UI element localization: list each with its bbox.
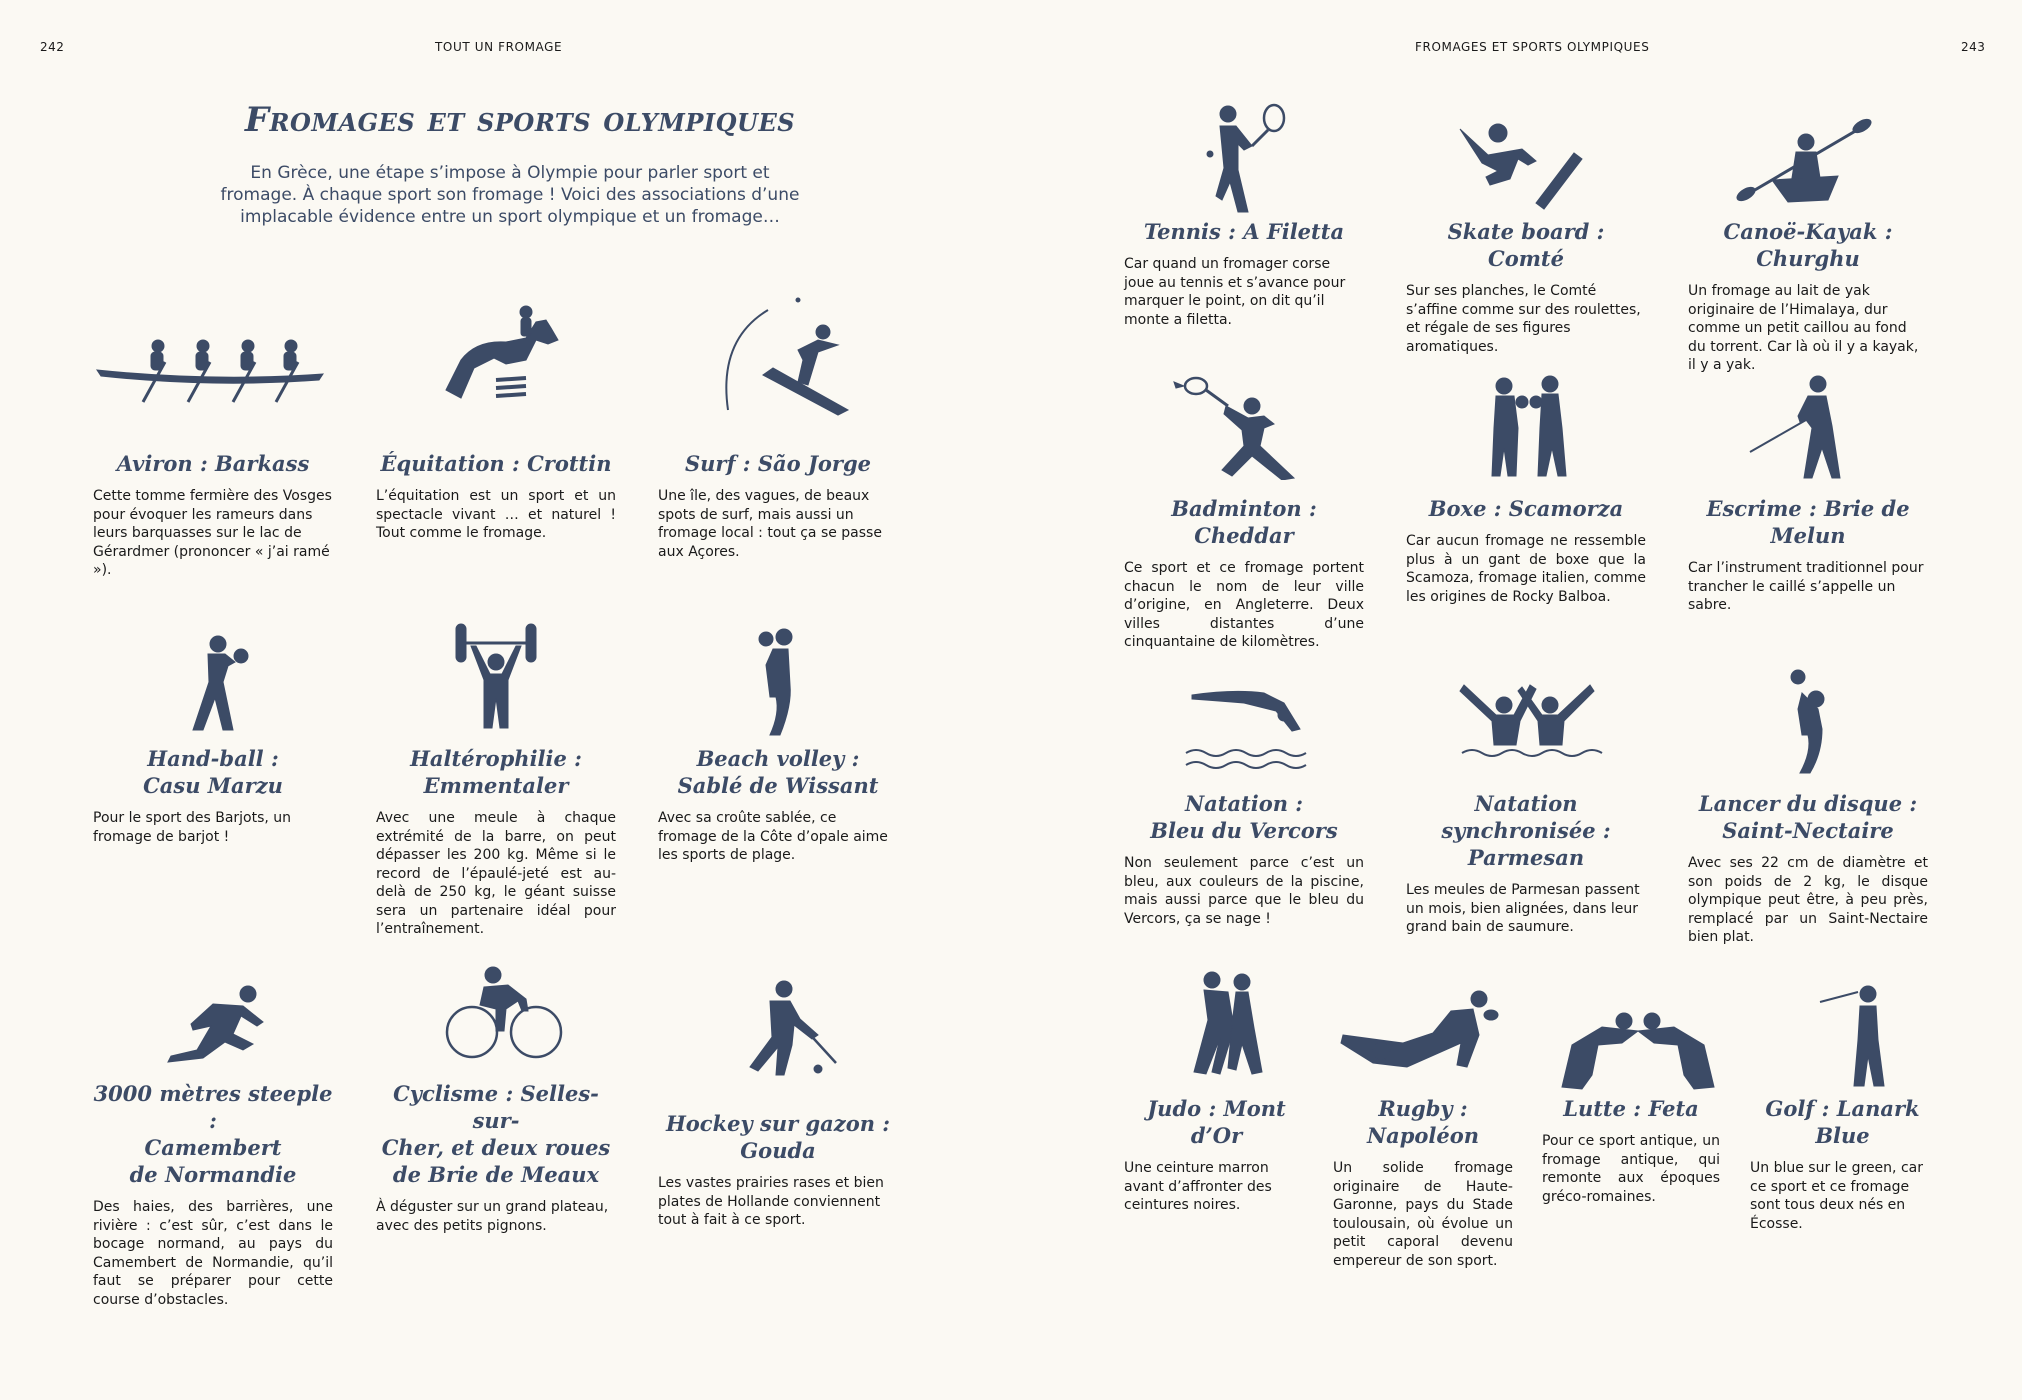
page-number-right: 243 [1961,40,1986,54]
running-head-left: TOUT UN FROMAGE [435,40,563,54]
sport-card-swimming-text [1124,790,1364,928]
sport-card-golf-text [1750,1095,1935,1233]
sport-card-fencing-text [1688,495,1928,615]
boxing-icon [1406,372,1646,482]
sport-card-rugby [1333,985,1533,1085]
sport-heading: Canoë-Kayak : Churghu [1723,219,1893,271]
sport-text: Les meules de Parmesan passent un mois, bien alignées, dans leur grand bain de saumure. [1406,882,1640,935]
running-head-right: FROMAGES ET SPORTS OLYMPIQUES [1415,40,1650,54]
sport-card-weightlifting-text [376,745,616,939]
sport-card-handball [93,630,333,740]
sport-heading: Natation : Bleu du Vercors [1150,791,1338,843]
sport-card-weightlifting [376,618,616,738]
sport-text: Avec sa croûte sablée, ce fromage de la Côte d’opale aime les sports de plage. [658,810,888,863]
rugby-icon [1333,985,1533,1085]
sport-text: Les vastes prairies rases et bien plates de Hollande conviennent tout à fait à ce sport. [658,1175,884,1228]
sport-card-swimming [1124,675,1364,775]
sport-text: Pour le sport des Barjots, un fromage de barjot ! [93,810,292,845]
cycling-icon [376,965,616,1075]
fencing-icon [1688,372,1928,482]
sport-card-skateboard [1406,115,1646,215]
sport-card-badminton-text [1124,495,1364,652]
sport-heading: Aviron : Barkass [116,451,310,476]
hockey-icon [658,975,898,1085]
sport-card-skateboard-text [1406,218,1646,356]
sport-card-surf [658,290,898,420]
sport-card-equestrian-text [376,450,616,543]
sport-card-running-text [93,1080,333,1309]
sport-card-beach-volley-text [658,745,898,865]
sport-heading: Hand-ball : Casu Marzu [143,746,283,798]
wrestling-icon [1542,1005,1742,1095]
sport-card-tennis [1124,100,1364,220]
sport-heading: Beach volley : Sablé de Wissant [677,746,879,798]
sport-heading: Golf : Lanark Blue [1765,1096,1920,1148]
sport-card-boxing-text [1406,495,1646,606]
sport-text: Cette tomme fermière des Vosges pour évoquer les rameurs dans leurs barquasses sur le lac de Gérardmer (prononcer « j’ai ramé »). [93,488,332,578]
sport-card-fencing [1688,372,1928,482]
sport-text: Non seulement parce c’est un bleu, aux couleurs de la piscine, mais aussi parce que le bleu du Vercors, ça se nage ! [1124,855,1364,927]
sport-text: Une île, des vagues, de beaux spots de surf, mais aussi un fromage local : tout ça se passe aux Açores. [658,488,882,560]
sport-text: Car aucun fromage ne ressemble plus à un gant de boxe que la Scamoza, fromage italien, comme les origines de Rocky Balboa. [1406,533,1646,605]
sport-text: Une ceinture marron avant d’affronter des ceintures noires. [1124,1160,1272,1213]
swimming-icon [1124,675,1364,775]
golf-icon [1750,980,1950,1090]
weightlifting-icon [376,618,616,738]
sport-heading: Rugby : Napoléon [1366,1096,1480,1148]
sport-card-synchro-swimming [1406,675,1646,775]
page-number-left: 242 [40,40,65,54]
sport-text: Pour ce sport antique, un fromage antique, qui remonte aux époques gréco-romaines. [1542,1133,1720,1205]
sport-card-judo [1124,968,1324,1078]
handball-icon [93,630,333,740]
sport-card-judo-text [1124,1095,1309,1215]
sport-heading: Lancer du disque : Saint-Nectaire [1698,791,1918,843]
sport-heading: Judo : Mont d’Or [1147,1096,1286,1148]
sport-text: Un blue sur le green, car ce sport et ce fromage sont tous deux nés en Écosse. [1750,1160,1923,1232]
sport-heading: Lutte : Feta [1563,1096,1699,1121]
sport-text: Des haies, des barrières, une rivière : c’est sûr, c’est dans le bocage normand, au pays du Camembert de Normandie, qu’il faut se préparer pour cette course d’obstacles. [93,1199,333,1308]
kayak-icon [1688,110,1928,210]
sport-card-wrestling-text [1542,1095,1720,1206]
sport-card-running [93,980,333,1070]
sport-card-rowing-text [93,450,333,580]
judo-icon [1124,968,1324,1078]
sport-text: À déguster sur un grand plateau, avec des petits pignons. [376,1199,609,1234]
badminton-icon [1124,370,1364,480]
discus-icon [1688,665,1928,780]
sport-card-cycling [376,965,616,1075]
sport-text: Un fromage au lait de yak originaire de l’Himalaya, dur comme un petit caillou au fond du torrent. Car là où il y a kayak, il y a yak. [1688,283,1919,373]
sport-text: Ce sport et ce fromage portent chacun le nom de leur ville d’origine, en Angleterre. Deux villes distantes d’une cinquantaine de kilomètres. [1124,560,1364,650]
sport-text: Avec une meule à chaque extrémité de la barre, on peut dépasser les 200 kg. Même si le record de l’épaulé-jeté est au-delà de 250 kg, le géant suisse sera un partenaire idéal pour l’entraînement. [376,810,616,937]
sport-card-tennis-text [1124,218,1364,329]
running-icon [93,980,333,1070]
synchro-swimming-icon [1406,675,1646,775]
sport-card-wrestling [1542,1005,1742,1095]
sport-card-hockey-text [658,1110,898,1230]
equestrian-icon [376,300,616,410]
sport-card-boxing [1406,372,1646,482]
tennis-icon [1124,100,1364,220]
rowing-icon [93,330,333,420]
sport-heading: Hockey sur gazon : Gouda [665,1111,891,1163]
sport-card-golf [1750,980,1950,1090]
sport-heading: Tennis : A Filetta [1143,219,1345,244]
sport-card-hockey [658,975,898,1085]
sport-text: Avec ses 22 cm de diamètre et son poids de 2 kg, le disque olympique peut être, à peu près, remplacé par un Saint-Nectaire bien plat. [1688,855,1928,945]
sport-card-synchro-swimming-text [1406,790,1646,937]
sport-card-kayak [1688,110,1928,210]
sport-card-rugby-text [1333,1095,1513,1270]
sport-heading: Cyclisme : Selles-sur- Cher, et deux roues de Brie de Meaux [381,1081,611,1187]
sport-card-equestrian [376,300,616,410]
skateboard-icon [1406,115,1646,215]
sport-text: Car l’instrument traditionnel pour trancher le caillé s’appelle un sabre. [1688,560,1924,613]
sport-card-beach-volley [658,625,898,740]
sport-card-surf-text [658,450,898,561]
beach-volley-icon [658,625,898,740]
sport-heading: Équitation : Crottin [380,451,612,476]
sport-card-discus [1688,665,1928,780]
sport-heading: Surf : São Jorge [684,451,872,476]
sport-heading: Skate board : Comté [1447,219,1605,271]
sport-heading: 3000 mètres steeple : Camembert de Normandie [93,1081,333,1187]
intro-text: En Grèce, une étape s’impose à Olympie pour parler sport et fromage. À chaque sport son fromage ! Voici des associations d’une implacable évidence entre un sport olympique et un fromage… [220,163,800,227]
sport-heading: Haltérophilie : Emmentaler [410,746,582,798]
sport-heading: Badminton : Cheddar [1171,496,1317,548]
sport-text: Car quand un fromager corse joue au tennis et s’avance pour marquer le point, on dit qu’il monte a filetta. [1124,256,1346,328]
sport-heading: Natation synchronisée : Parmesan [1441,791,1611,870]
sport-card-badminton [1124,370,1364,480]
sport-card-discus-text [1688,790,1928,947]
sport-text: Un solide fromage originaire de Haute-Garonne, pays du Stade toulousain, où évolue un petit caporal devenu empereur de son sport. [1333,1160,1513,1269]
sport-heading: Boxe : Scamorza [1428,496,1624,521]
sport-card-kayak-text [1688,218,1928,375]
sport-card-cycling-text [376,1080,616,1235]
sport-text: Sur ses planches, le Comté s’affine comme sur des roulettes, et régale de ses figures aromatiques. [1406,283,1641,355]
surf-icon [658,290,898,420]
sport-card-handball-text [93,745,333,846]
sport-heading: Escrime : Brie de Melun [1706,496,1910,548]
sport-card-rowing [93,330,333,420]
page-title: Fromages et sports olympiques [244,100,796,140]
sport-text: L’équitation est un sport et un spectacle vivant … et naturel ! Tout comme le fromage. [376,488,616,541]
